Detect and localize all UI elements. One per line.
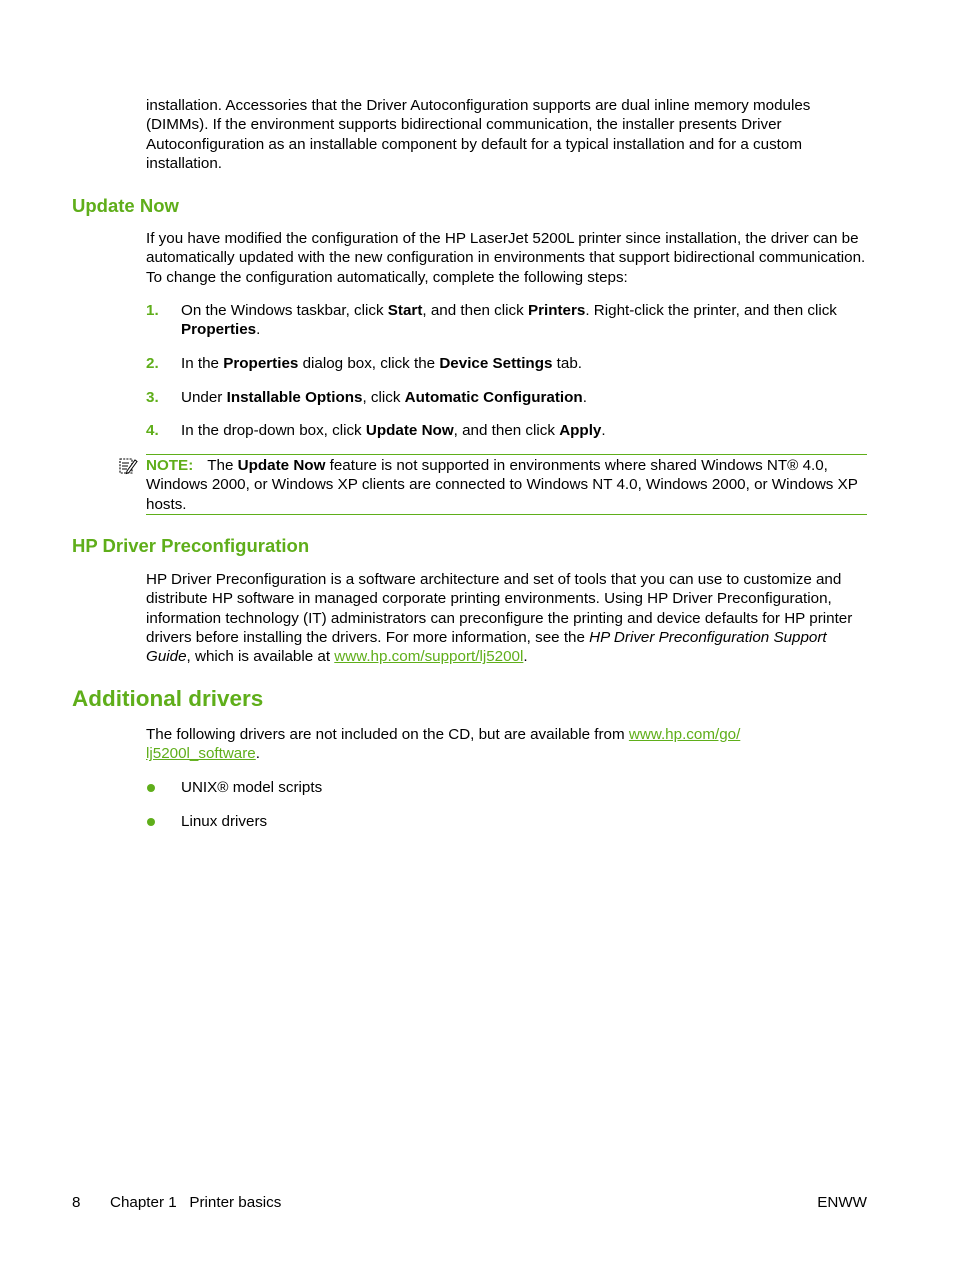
update-now-heading: Update Now xyxy=(72,195,179,216)
note-text: NOTE: The Update Now feature is not supported in environments where shared Windows NT® 4.0, Windows 2000, or Windows XP clients are connected to Windows NT 4.0, Windows 2000, or Windows XP hosts. xyxy=(146,457,858,513)
hp-support-link[interactable]: www.hp.com/support/lj5200l xyxy=(334,648,524,666)
note-label: NOTE: xyxy=(146,457,194,474)
bullet-icon xyxy=(147,818,155,826)
note-box xyxy=(146,454,867,515)
page-number: 8 xyxy=(72,1194,81,1211)
update-now-paragraph: If you have modified the configuration of the HP LaserJet 5200L printer since installation, the driver can be automatically updated with the new configuration in environments that support bidirectional communication. To change the configuration automatically, complete the following steps: xyxy=(146,230,866,286)
document-page: installation. Accessories that the Driver Autoconfiguration supports are dual inline memory modules (DIMMs). If the environment supports bidirectional communication, the installer presents Driver Autoconfiguration as an installable component by default for a typical installation and for a custom installation. Update Now If you have modified the configuration of the HP LaserJet 5200L printer since installation, the driver can be automatically updated with the new configuration in environments that support bidirectional communication. To change the configuration automatically, complete the following steps: 1. On the Windows taskbar, click Start, and then click Printers. Right-click the printer, and then click Properties. 2. In the Properties dialog box, click the Device Settings tab. 3. Under Installable Options, click Automatic Configuration. 4. In the drop-down box, click Update Now, and then click Apply. NOTE: The Update Now feature is not supported in environments where shared Windows NT® 4.0, Windows 2000, or Windows XP clients are connected to Windows NT 4.0, Windows 2000, or Windows XP hosts. HP Driver Preconfiguration HP Driver Preconfiguration is a software architecture and set of tools that you can use to customize and distribute HP software in managed corporate printing environments. Using HP Driver Preconfiguration, information technology (IT) administrators can preconfigure the printing and device defaults for HP printer drivers before installing the drivers. For more information, see the HP Driver Preconfiguration Support Guide, which is available at www.hp.com/support/lj5200l. Additional drivers The following drivers are not included on the CD, but are available from www.hp.com/go/ lj5200l_software. UNIX® model scripts Linux drivers 8 Chapter 1 Printer basics ENWW xyxy=(72,97,867,1211)
preconfiguration-paragraph: HP Driver Preconfiguration is a software architecture and set of tools that you can use to customize and distribute HP software in managed corporate printing environments. Using HP Driver Preconfiguration, information technology (IT) administrators can preconfigure the printing and device defaults for HP printer drivers before installing the drivers. For more information, see the HP Driver Preconfiguration Support Guide, which is available at www.hp.com/support/lj5200l. xyxy=(146,571,853,666)
chapter-title: Chapter 1 Printer basics xyxy=(110,1194,282,1211)
step-number: 1. xyxy=(146,302,159,319)
step-text: In the drop-down box, click Update Now, and then click Apply. xyxy=(181,422,606,439)
step-number: 3. xyxy=(146,389,159,406)
note-icon xyxy=(118,456,138,476)
step-text: Under Installable Options, click Automatic Configuration. xyxy=(181,389,587,406)
additional-drivers-paragraph: The following drivers are not included on the CD, but are available from www.hp.com/go/ lj5200l_software. xyxy=(146,726,741,763)
hp-software-link[interactable]: www.hp.com/go/ lj5200l_software xyxy=(146,726,741,763)
step-number: 2. xyxy=(146,355,159,372)
intro-paragraph: installation. Accessories that the Driver Autoconfiguration supports are dual inline memory modules (DIMMs). If the environment supports bidirectional communication, the installer presents Driver Autoconfiguration as an installable component by default for a typical installation and for a custom installation. xyxy=(146,97,811,172)
step-text: On the Windows taskbar, click Start, and then click Printers. Right-click the printer, and then click Properties. xyxy=(181,302,837,339)
bullet-icon xyxy=(147,784,155,792)
footer-locale: ENWW xyxy=(817,1194,867,1211)
preconfiguration-heading: HP Driver Preconfiguration xyxy=(72,535,310,556)
step-text: In the Properties dialog box, click the Device Settings tab. xyxy=(181,355,582,372)
additional-drivers-heading: Additional drivers xyxy=(72,686,264,711)
step-number: 4. xyxy=(146,422,159,439)
